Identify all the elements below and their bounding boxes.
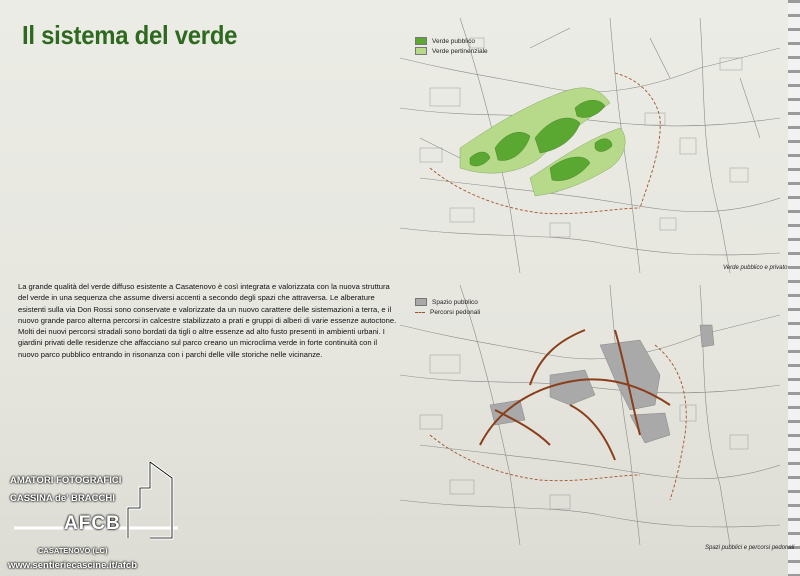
building-footprints bbox=[420, 38, 748, 237]
spiral-binding bbox=[788, 0, 800, 576]
top-map-caption: Verde pubblico e privato bbox=[723, 265, 788, 271]
legend-item bbox=[415, 307, 480, 317]
bottom-map-caption: Spazi pubblici e percorsi pedonali bbox=[705, 545, 795, 551]
legend-item bbox=[415, 297, 480, 307]
legend-label: Verde pubblico bbox=[432, 37, 476, 45]
watermark-club-name: AMATORI FOTOGRAFICI bbox=[10, 475, 122, 486]
public-spaces-map bbox=[400, 285, 780, 545]
legend-label: Verde pertinenziale bbox=[432, 47, 488, 55]
private-green-swatch bbox=[415, 47, 427, 55]
top-map-legend bbox=[415, 36, 488, 56]
watermark-url: www.sentieriecascine.it/afcb bbox=[8, 560, 138, 571]
street-network bbox=[400, 285, 780, 545]
poster-body-text: La grande qualità del verde diffuso esistente a Casatenovo è così integrata e valorizzata con la nuova struttura del verde in una sequenza che assume diversi accenti a secondo degli spazi che attraversa. Le alberature esistenti sulla via Don Rossi sono conservate e valorizzate da un nuovo carattere delle sistemazioni a terra, e il nuovo grande parco alterna percorsi in calcestre stabilizzato a prati e gruppi di alberi di varie essenze autoctone. Molti dei nuovi percorsi stradali sono bordati da tigli o altre essenze ad alto fusto presenti in ambienti urbani. I giardini privati delle residenze che affacciano sul parco creano un microclima verde in forte continuità con il nuovo parco pubblico entrando in risonanza con i parchi delle ville storiche nelle vicinanze. bbox=[18, 282, 397, 359]
bottom-map-legend bbox=[415, 297, 480, 317]
legend-item bbox=[415, 46, 488, 56]
watermark-city: CASATENOVO (LC) bbox=[38, 546, 108, 555]
watermark-logo-text: AFCB bbox=[64, 513, 121, 534]
watermark-club-location: CASSINA de' BRACCHI bbox=[10, 493, 115, 504]
legend-label: Percorsi pedonali bbox=[430, 308, 481, 316]
pedestrian-path-swatch bbox=[415, 312, 425, 313]
public-space-swatch bbox=[415, 298, 427, 306]
public-green-swatch bbox=[415, 37, 427, 45]
legend-label: Spazio pubblico bbox=[432, 298, 478, 306]
green-system-map bbox=[400, 18, 780, 273]
poster-title: Il sistema del verde bbox=[22, 20, 238, 50]
legend-item bbox=[415, 36, 488, 46]
